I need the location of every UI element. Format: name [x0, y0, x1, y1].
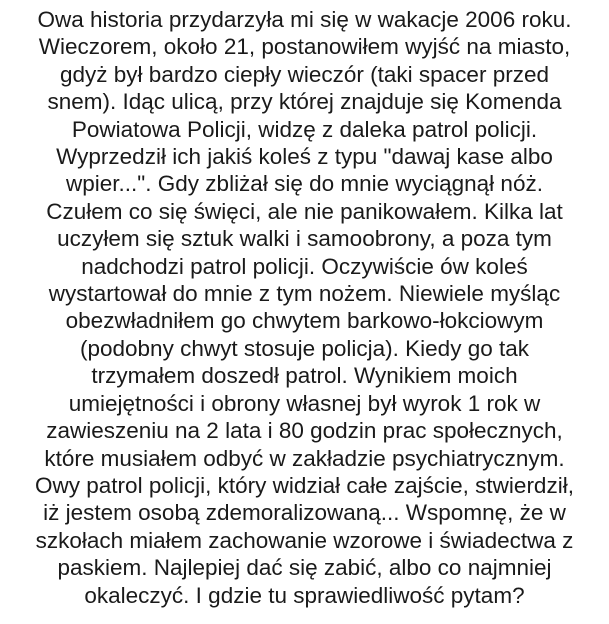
story-line-19: iż jestem osobą zdemoralizowaną... Wspomnę, że w: [43, 500, 566, 526]
story-line-21: paskiem. Najlepiej dać się zabić, albo co najmniej: [57, 555, 552, 581]
story-line-16: zawieszeniu na 2 lata i 80 godzin prac społecznych,: [46, 418, 563, 444]
story-line-10: nadchodzi patrol policji. Oczywiście ów koleś: [81, 253, 528, 279]
story-line-2: Wieczorem, około 21, postanowiłem wyjść na miasto,: [38, 34, 571, 60]
story-line-8: Czułem co się święci, ale nie panikowałem. Kilka lat: [46, 198, 563, 224]
story-line-1: Owa historia przydarzyła mi się w wakacje 2006 roku.: [37, 7, 572, 32]
story-line-6: Wyprzedził ich jakiś koleś z typu "dawaj kase albo: [56, 144, 553, 170]
story-line-4: snem). Idąc ulicą, przy której znajduje się Komenda: [47, 89, 562, 115]
story-line-20: szkołach miałem zachowanie wzorowe i świadectwa z: [35, 527, 574, 553]
story-line-7: wpier...". Gdy zbliżał się do mnie wyciągnął nóż.: [66, 171, 543, 197]
story-line-11: wystartował do mnie z tym nożem. Niewiele myśląc: [48, 281, 561, 307]
story-line-13: (podobny chwyt stosuje policja). Kiedy go tak: [80, 335, 529, 361]
story-line-18: Owy patrol policji, który widział całe zajście, stwierdził,: [35, 472, 574, 498]
story-line-17: które musiałem odbyć w zakładzie psychiatrycznym.: [44, 445, 565, 471]
story-line-22: okaleczyć. I gdzie tu sprawiedliwość pytam?: [84, 582, 525, 608]
story-line-14: trzymałem doszedł patrol. Wynikiem moich: [91, 363, 518, 389]
story-line-15: umiejętności i obrony własnej był wyrok 1 rok w: [68, 390, 541, 416]
story-line-12: obezwładniłem go chwytem barkowo-łokciowym: [65, 308, 544, 334]
story-line-9: uczyłem się sztuk walki i samoobrony, a poza tym: [57, 226, 552, 252]
story-line-5: Powiatowa Policji, widzę z daleka patrol policji.: [71, 116, 538, 142]
story-text-block: [0, 6, 609, 609]
story-line-3: gdyż był bardzo ciepły wieczór (taki spacer przed: [60, 61, 549, 87]
